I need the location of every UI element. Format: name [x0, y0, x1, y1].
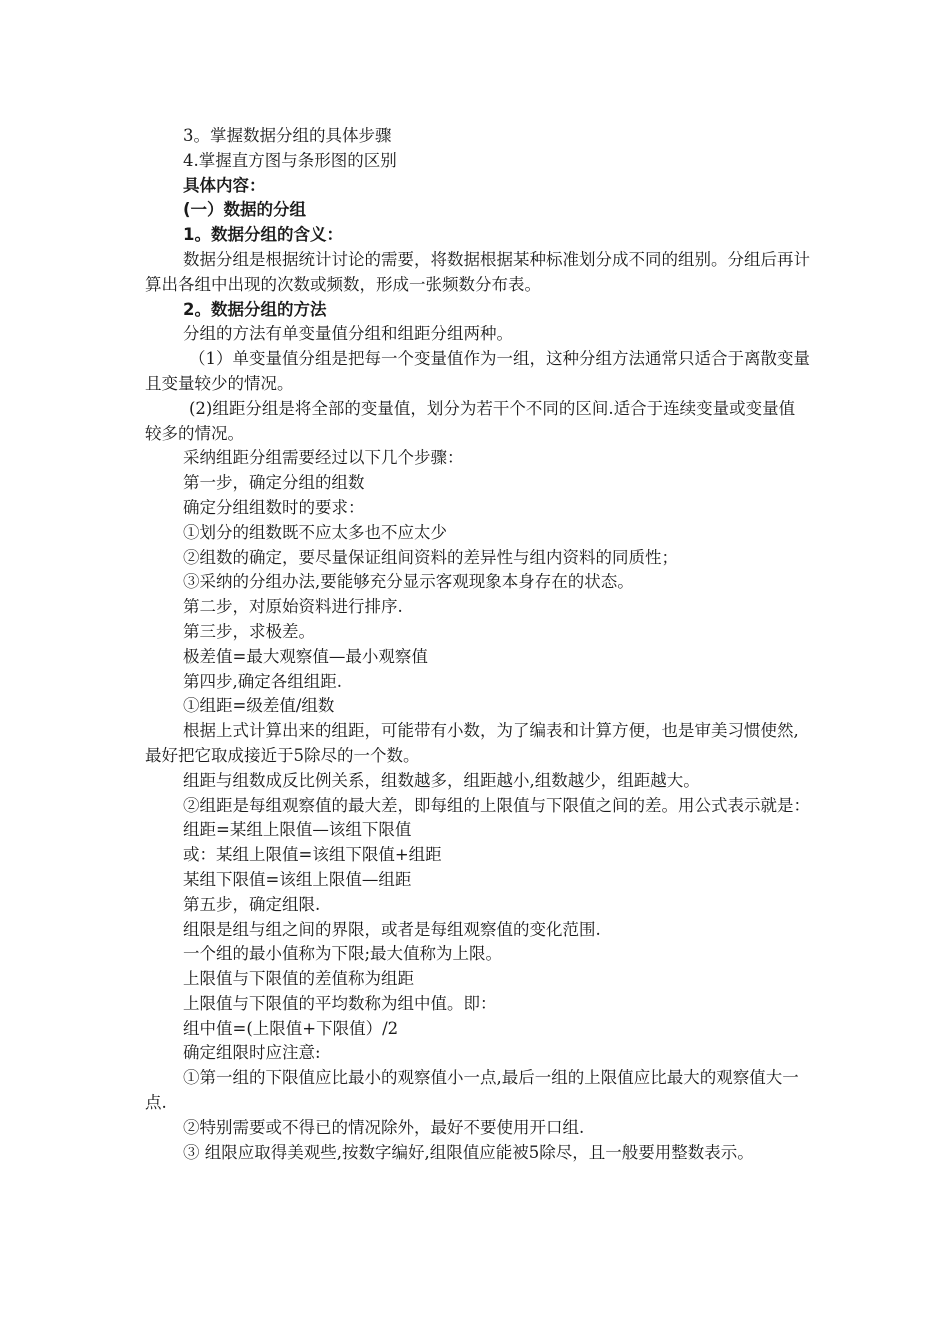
paragraph: 确定组限时应注意:	[183, 1043, 321, 1063]
paragraph: ③ 组限应取得美观些,按数字编好,组限值应能被5除尽，且一般要用整数表示。	[183, 1142, 754, 1162]
paragraph: 根据上式计算出来的组距，可能带有小数，为了编表和计算方便，也是审美习惯使然,最好把它取成接近于5除尽的一个数。	[145, 721, 799, 765]
paragraph: ①划分的组数既不应太多也不应太少	[183, 522, 447, 542]
section-heading: 2。数据分组的方法	[183, 299, 327, 319]
paragraph: 组限是组与组之间的界限，或者是每组观察值的变化范围.	[183, 919, 601, 939]
paragraph: 组距=某组上限值—该组下限值	[183, 820, 412, 840]
paragraph: 或：某组上限值=该组下限值+组距	[183, 845, 442, 865]
paragraph: 上限值与下限值的差值称为组距	[183, 969, 414, 989]
paragraph: ①组距=级差值/组数	[183, 696, 335, 716]
paragraph: 一个组的最小值称为下限;最大值称为上限。	[183, 944, 503, 964]
paragraph: 某组下限值=该组上限值—组距	[183, 869, 412, 889]
paragraph: ①第一组的下限值应比最小的观察值小一点,最后一组的上限值应比最大的观察值大一点.	[145, 1068, 799, 1113]
paragraph: 3。掌握数据分组的具体步骤	[183, 126, 392, 145]
paragraph: 采纳组距分组需要经过以下几个步骤：	[183, 448, 464, 468]
paragraph: 数据分组是根据统计讨论的需要，将数据根据某种标准划分成不同的组别。分组后再计算出各组中出现的次数或频数，形成一张频数分布表。	[145, 249, 810, 294]
paragraph: ②特别需要或不得已的情况除外，最好不要使用开口组.	[183, 1117, 585, 1137]
paragraph: ②组数的确定，要尽量保证组间资料的差异性与组内资料的同质性；	[183, 547, 678, 567]
paragraph: 确定分组组数时的要求：	[183, 497, 365, 517]
document-body	[145, 124, 810, 1165]
paragraph: 4.掌握直方图与条形图的区别	[183, 150, 397, 170]
paragraph: （1）单变量值分组是把每一个变量值作为一组，这种分组方法通常只适合于离散变量且变量较少的情况。	[145, 349, 810, 393]
section-heading: (一）数据的分组	[183, 200, 307, 220]
paragraph: 组中值=(上限值+下限值）/2	[183, 1018, 399, 1038]
paragraph: 极差值=最大观察值—最小观察值	[183, 646, 428, 666]
paragraph: 分组的方法有单变量值分组和组距分组两种。	[183, 324, 513, 344]
paragraph: 第四步,确定各组组距.	[183, 671, 342, 691]
paragraph: 第三步，求极差。	[183, 621, 315, 641]
paragraph: 第五步，确定组限.	[183, 894, 321, 914]
paragraph: 组距与组数成反比例关系，组数越多，组距越小,组数越少，组距越大。	[183, 770, 700, 790]
paragraph: (2)组距分组是将全部的变量值，划分为若干个不同的区间.适合于连续变量或变量值较多的情况。	[145, 398, 796, 443]
paragraph: 第一步，确定分组的组数	[183, 473, 365, 493]
paragraph: 第二步，对原始资料进行排序.	[183, 597, 403, 617]
paragraph: 上限值与下限值的平均数称为组中值。即：	[183, 993, 497, 1013]
paragraph: ③采纳的分组办法,要能够充分显示客观现象本身存在的状态。	[183, 572, 634, 592]
paragraph: ②组距是每组观察值的最大差，即每组的上限值与下限值之间的差。用公式表示就是：	[183, 795, 810, 815]
section-heading: 具体内容：	[183, 175, 266, 195]
section-heading: 1。数据分组的含义：	[183, 225, 343, 245]
